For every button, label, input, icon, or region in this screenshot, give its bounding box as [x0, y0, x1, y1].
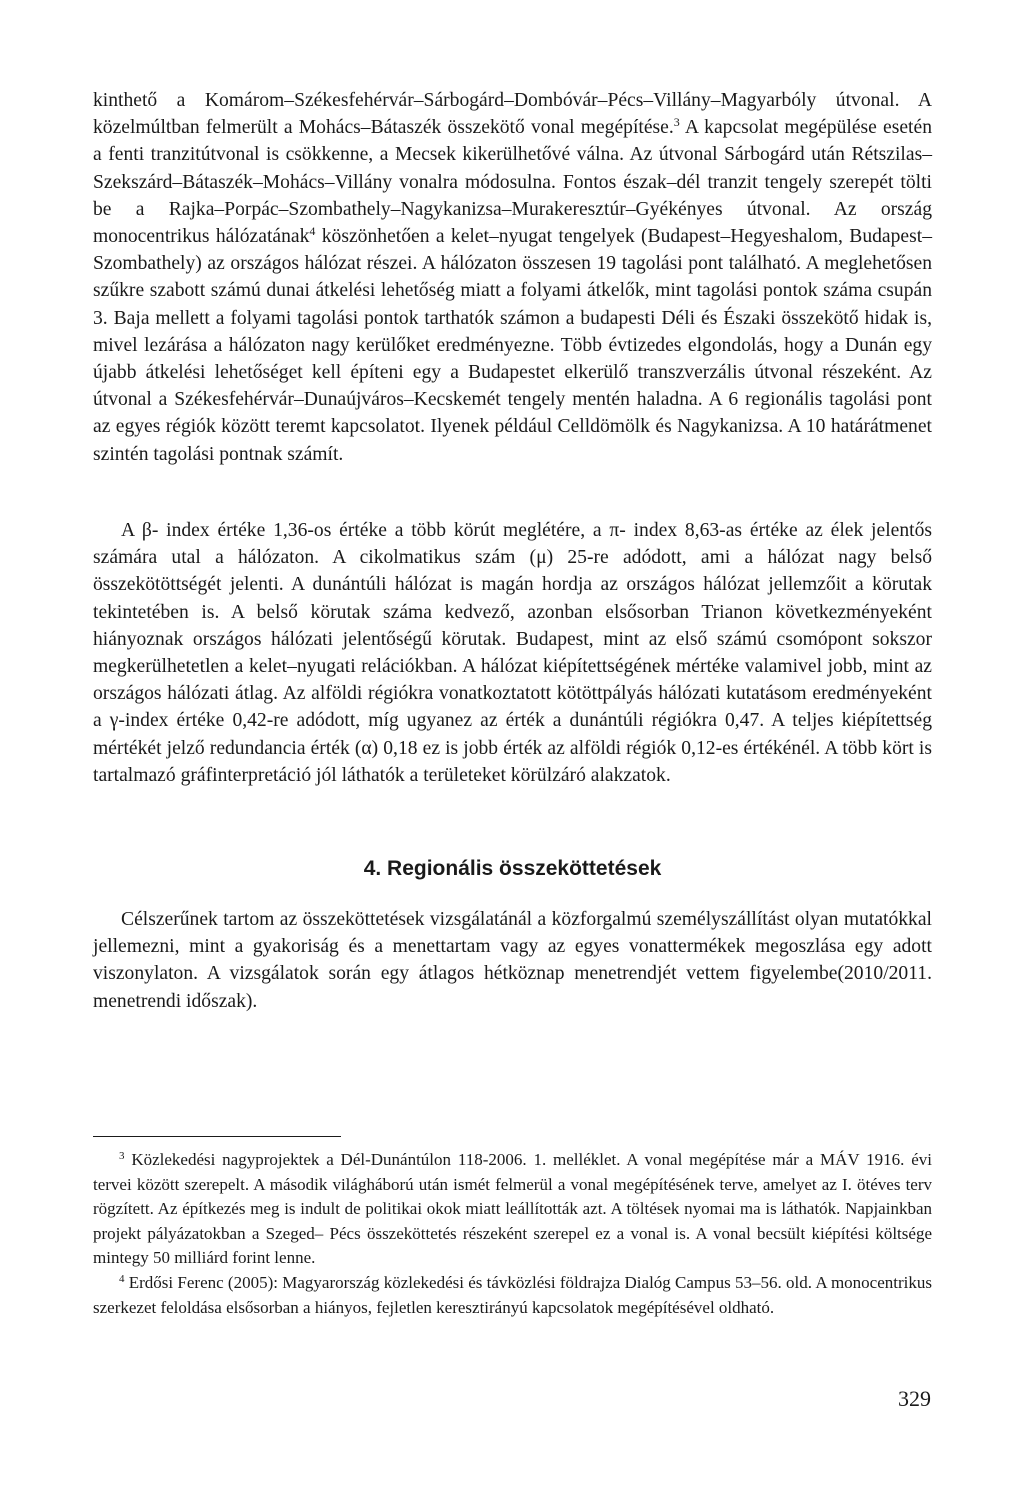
footnote-text: Erdősi Ferenc (2005): Magyarország közlekedési és távközlési földrajza Dialóg Campus 53–56. old. A monocentrikus szerkezet feloldása elsősorban a hiányos, fejletlen keresztirányú kapcsolatok megépítésével oldható.	[93, 1272, 932, 1317]
footnote-separator	[93, 1136, 341, 1137]
footnote-reference-4[interactable]: 4	[309, 224, 316, 239]
page-number: 329	[898, 1386, 931, 1411]
body-paragraph-2	[93, 517, 932, 789]
footnote-number: 3	[119, 1150, 125, 1162]
body-paragraph-1	[93, 87, 932, 468]
footnote-4	[93, 1271, 932, 1320]
footnote-text: Közlekedési nagyprojektek a Dél-Dunántúlon 118-2006. 1. melléklet. A vonal megépítése már a MÁV 1916. évi tervei között szerepelt. A második világháború után ismét felmerül a vonal megépítésének terve, amelyet az I. ötéves terv rögzített. Az építkezés meg is indult de politikai okok miatt leállították azt. A töltések nyomai ma is láthatók. Napjainkban projekt pályázatokban a Szeged– Pécs összeköttetés részeként szerepel ez a vonal is. A vonal becsült kiépítési költsége mintegy 50 milliárd forint lenne.	[93, 1150, 932, 1268]
footnote-reference-3[interactable]: 3	[673, 115, 680, 130]
paragraph-text: köszönhetően a kelet–nyugat tengelyek (Budapest–Hegyeshalom, Budapest– Szombathely) az országos hálózat részei. A hálózaton összesen 19 tagolási pont található. A meglehetősen szűkre szabott számú dunai átkelési lehetőség miatt a folyami átkelők, mint tagolási pontok száma csupán 3. Baja mellett a folyami tagolási pontok tarthatók számon a budapesti Déli és Északi összekötő hidak is, mivel lezárása a hálózaton nagy kerülőket eredményezne. Több évtizedes elgondolás, hogy a Dunán egy újabb átkelési lehetőséget kell építeni egy a Budapestet elkerülő transzverzális útvonal részeként. Az útvonal a Székesfehérvár–Dunaújváros–Kecskemét tengely mentén haladna. A 6 regionális tagolási pont az egyes régiók között teremt kapcsolatot. Ilyenek például Celldömölk és Nagykanizsa. A 10 határátmenet szintén tagolási pontnak számít.	[93, 226, 932, 465]
body-paragraph-3	[93, 906, 932, 1015]
paragraph-text: A β- index értéke 1,36-os értéke a több körút meglétére, a π- index 8,63-as értéke az élek jelentős számára utal a hálózaton. A cikolmatikus szám (μ) 25-re adódott, ami a hálózat nagy belső összekötöttségét jelenti. A dunántúli hálózat is magán hordja az országos hálózat jellemzőit a körutak tekintetében is. A belső körutak száma kedvező, azonban elsősorban Trianon következményeként hiányoznak országos hálózati jelentőségű körutak. Budapest, mint az első számú csomópont sokszor megkerülhetetlen a kelet–nyugati relációkban. A hálózat kiépítettségének mértéke valamivel jobb, mint az országos hálózati átlag. Az alföldi régiókra vonatkoztatott kötöttpályás hálózati kutatásom eredményeként a γ-index értéke 0,42-re adódott, míg ugyanez az érték a dunántúli régiókra 0,47. A teljes kiépítettség mértékét jelző redundancia érték (α) 0,18 ez is jobb érték az alföldi régiók 0,12-es értékénél. A több kört is tartalmazó gráfinterpretáció jól láthatók a területeket körülzáró alakzatok.	[93, 520, 932, 786]
paragraph-text: A kapcsolat megépülése esetén a fenti tranzitútvonal is csökkenne, a Mecsek kikerülhetővé válna. Az útvonal Sárbogárd után Rétszilas–Szekszárd–Bátaszék–Mohács–Villány vonalra módosulna. Fontos észak–dél tranzit tengely szerepét tölti be a Rajka–Porpác–Szombathely–Nagykanizsa–Murakeresztúr–Gyékényes útvonal. Az ország monocentrikus hálózatának	[93, 117, 932, 248]
paragraph-text: kinthető a Komárom–Székesfehérvár–Sárbogárd–Dombóvár–Pécs–Villány–Magyarbóly útvonal. A közelmúltban felmerült a Mohács–Bátaszék összekötő vonal megépítése.	[93, 90, 932, 139]
section-heading: 4. Regionális összeköttetések	[363, 857, 662, 880]
footnote-number: 4	[119, 1272, 125, 1285]
footnote-3	[93, 1148, 932, 1271]
footnotes	[93, 1148, 932, 1320]
paragraph-text: Célszerűnek tartom az összeköttetések vizsgálatánál a közforgalmú személyszállítást olyan mutatókkal jellemezni, mint a gyakoriság és a menettartam vagy az egyes vonattermékek megoszlása egy adott viszonylaton. A vizsgálatok során egy átlagos hétköznap menetrendjét vettem figyelembe(2010/2011. menetrendi időszak).	[93, 909, 932, 1012]
